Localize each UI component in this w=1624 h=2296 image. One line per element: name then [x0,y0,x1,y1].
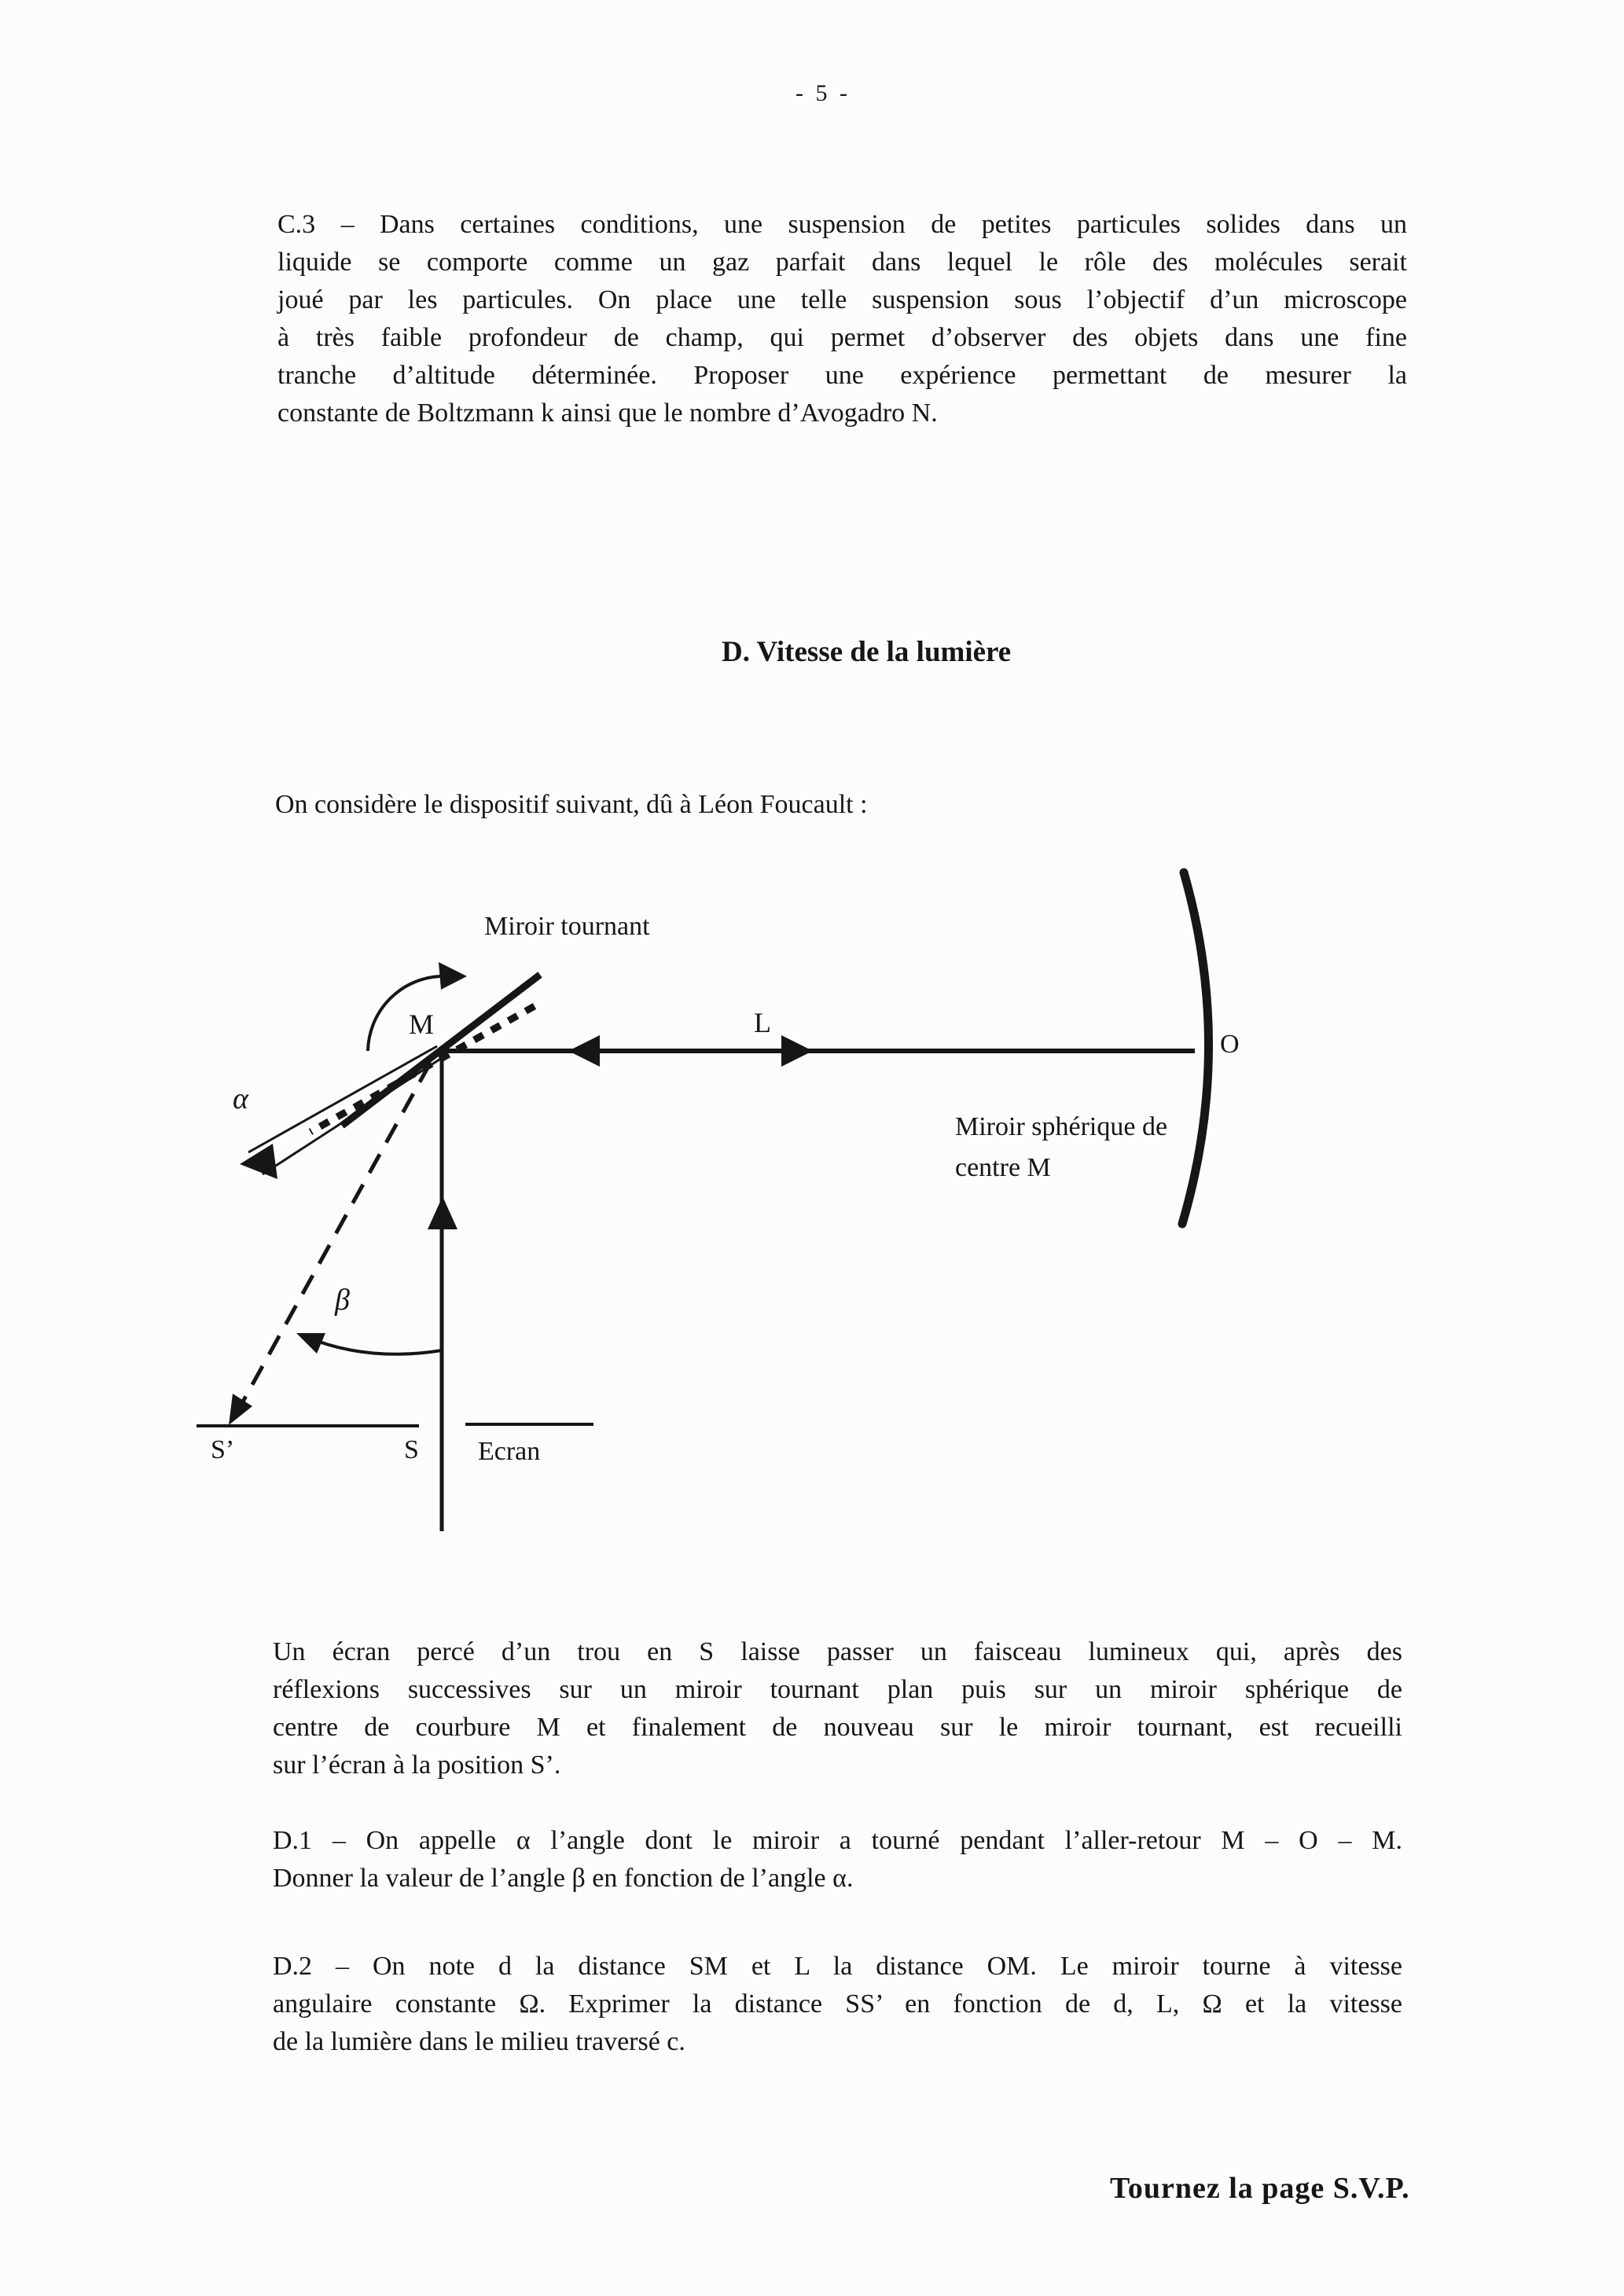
screen-label: Ecran [478,1437,541,1466]
text-line: D.1 – On appelle α l’angle dont le miroir a tourné pendant l’aller-retour M – O – M. [273,1826,1402,1855]
beam-arrow-left-icon [568,1035,600,1067]
text-line: joué par les particules. On place une telle suspension sous l’objectif d’un microscope [277,285,1407,314]
text-line: de la lumière dans le milieu traversé c. [273,2027,685,2056]
paragraph-c3 [277,206,1407,432]
beam-arrow-up-icon [428,1196,457,1229]
point-S-label: S [404,1435,419,1464]
text-line: constante de Boltzmann k ainsi que le nombre d’Avogadro N. [277,399,938,428]
text-line: Un écran percé d’un trou en S laisse passer un faisceau lumineux qui, après des [273,1637,1402,1666]
text-line: à très faible profondeur de champ, qui permet d’observer des objets dans une fine [277,323,1407,352]
text-line: tranche d’altitude déterminée. Proposer une expérience permettant de mesurer la [277,361,1407,390]
beta-angle-label: β [335,1284,350,1317]
text-line: centre de courbure M et finalement de nouveau sur le miroir tournant, est recueilli [273,1713,1402,1742]
intro-line: On considère le dispositif suivant, dû à Léon Foucault : [275,790,868,819]
text-line: C.3 – Dans certaines conditions, une suspension de petites particules solides dans un [277,210,1407,239]
alpha-wedge-lower-line [263,1058,442,1174]
beta-angle-arc [307,1337,442,1354]
beam-arrow-right-icon [781,1035,813,1067]
page-number: - 5 - [795,80,851,106]
point-M-label: M [409,1008,435,1040]
text-line: liquide se comporte comme un gaz parfait dans lequel le rôle des molécules serait [277,248,1407,277]
point-O-label: O [1220,1030,1240,1059]
spherical-mirror-label-line1: Miroir sphérique de [955,1112,1168,1141]
text-line: réflexions successives sur un miroir tournant plan puis sur un miroir sphérique de [273,1675,1402,1704]
reflected-ray-arrow-head-icon [229,1394,252,1425]
text-line: angulaire constante Ω. Exprimer la distance SS’ en fonction de d, L, Ω et la vitesse [273,1989,1402,2019]
alpha-wedge-upper-line [248,1046,437,1152]
spherical-mirror-arc [1182,872,1209,1224]
paragraph-description [273,1633,1402,1784]
paragraph-d1 [273,1822,1402,1897]
point-S-prime-label: S’ [211,1435,235,1464]
spherical-mirror-label [955,1107,1167,1188]
beta-arrow-head-icon [296,1333,325,1354]
alpha-angle-label: α [233,1082,248,1115]
rotation-arrow-head-icon [439,962,467,990]
alpha-arrow-head-icon [240,1144,277,1179]
distance-L-label: L [754,1007,771,1038]
text-line: sur l’écran à la position S’. [273,1750,561,1780]
spherical-mirror-label-line2: centre M [955,1153,1051,1182]
rotating-mirror-label: Miroir tournant [484,912,650,941]
section-heading: D. Vitesse de la lumière [722,636,1012,668]
reflected-ray-dashed [242,1064,430,1403]
text-line: D.2 – On note d la distance SM et L la distance OM. Le miroir tourne à vitesse [273,1952,1402,1981]
rotating-mirror-line [342,975,540,1126]
text-line: Donner la valeur de l’angle β en fonction de l’angle α. [273,1864,854,1893]
paragraph-d2 [273,1948,1402,2061]
turn-page-note: Tournez la page S.V.P. [1110,2172,1410,2205]
